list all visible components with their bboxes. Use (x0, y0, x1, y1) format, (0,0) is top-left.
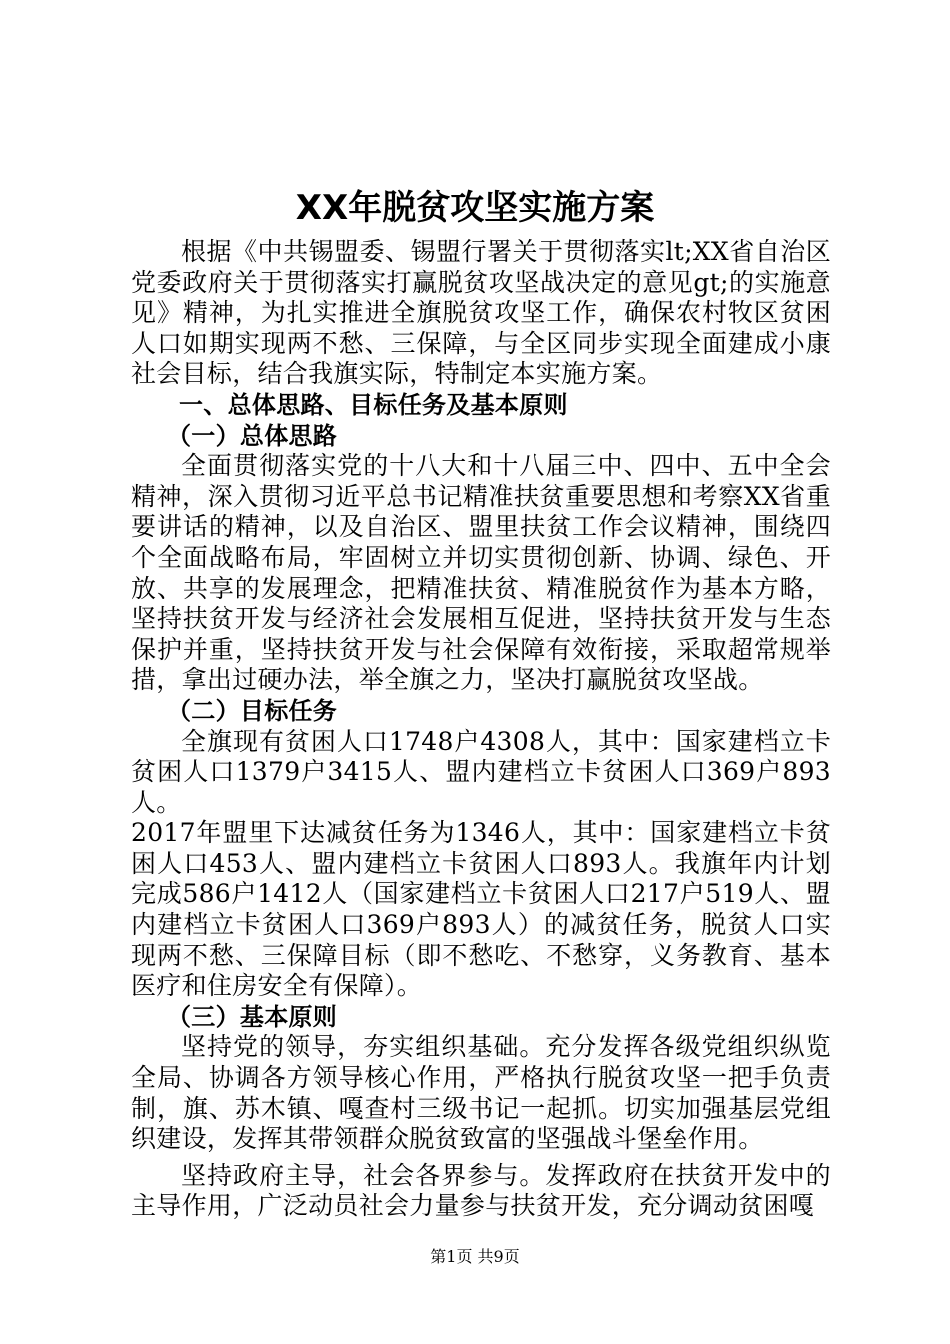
intro-paragraph: 根据《中共锡盟委、锡盟行署关于贯彻落实lt;XX省自治区党委政府关于贯彻落实打赢脱贫攻坚战决定的意见gt;的实施意见》精神，为扎实推进全旗脱贫攻坚工作，确保农村牧区贫困人口如期实现两不愁、三保障，与全区同步实现全面建成小康社会目标，结合我旗实际，特制定本实施方案。 (131, 237, 831, 389)
subsection-heading-1: （一）总体思路 (167, 421, 338, 450)
subsection-2-paragraph-a: 全旗现有贫困人口1748户4308人，其中：国家建档立卡贫困人口1379户3415人、盟内建档立卡贫困人口369户893人。 (131, 726, 831, 817)
subsection-3-paragraph-a: 坚持党的领导，夯实组织基础。充分发挥各级党组织纵览全局、协调各方领导核心作用，严格执行脱贫攻坚一把手负责制，旗、苏木镇、嘎查村三级书记一起抓。切实加强基层党组织建设，发挥其带领群众脱贫致富的坚强战斗堡垒作用。 (131, 1032, 831, 1154)
subsection-heading-3: （三）基本原则 (167, 1002, 338, 1031)
subsection-3-paragraph-b: 坚持政府主导，社会各界参与。发挥政府在扶贫开发中的主导作用，广泛动员社会力量参与扶贫开发，充分调动贫困嘎 (131, 1160, 831, 1221)
subsection-1-paragraph: 全面贯彻落实党的十八大和十八届三中、四中、五中全会精神，深入贯彻习近平总书记精准扶贫重要思想和考察XX省重要讲话的精神，以及自治区、盟里扶贫工作会议精神，围绕四个全面战略布局，牢固树立并切实贯彻创新、协调、绿色、开放、共享的发展理念，把精准扶贫、精准脱贫作为基本方略，坚持扶贫开发与经济社会发展相互促进，坚持扶贫开发与生态保护并重，坚持扶贫开发与社会保障有效衔接，采取超常规举措，拿出过硬办法，举全旗之力，坚决打赢脱贫攻坚战。 (131, 451, 831, 695)
document-body (131, 237, 831, 1222)
page-footer: 第1页 共9页 (430, 1247, 520, 1266)
subsection-heading-2: （二）目标任务 (167, 696, 338, 725)
section-heading-1: 一、总体思路、目标任务及基本原则 (179, 390, 568, 419)
subsection-2-paragraph-b: 2017年盟里下达减贫任务为1346人，其中：国家建档立卡贫困人口453人、盟内建档立卡贫困人口893人。我旗年内计划完成586户1412人（国家建档立卡贫困人口217户519人、盟内建档立卡贫困人口369户893人）的减贫任务，脱贫人口实现两不愁、三保障目标（即不愁吃、不愁穿，义务教育、基本医疗和住房安全有保障）。 (131, 818, 831, 1001)
document-title: XX年脱贫攻坚实施方案 (295, 188, 655, 228)
